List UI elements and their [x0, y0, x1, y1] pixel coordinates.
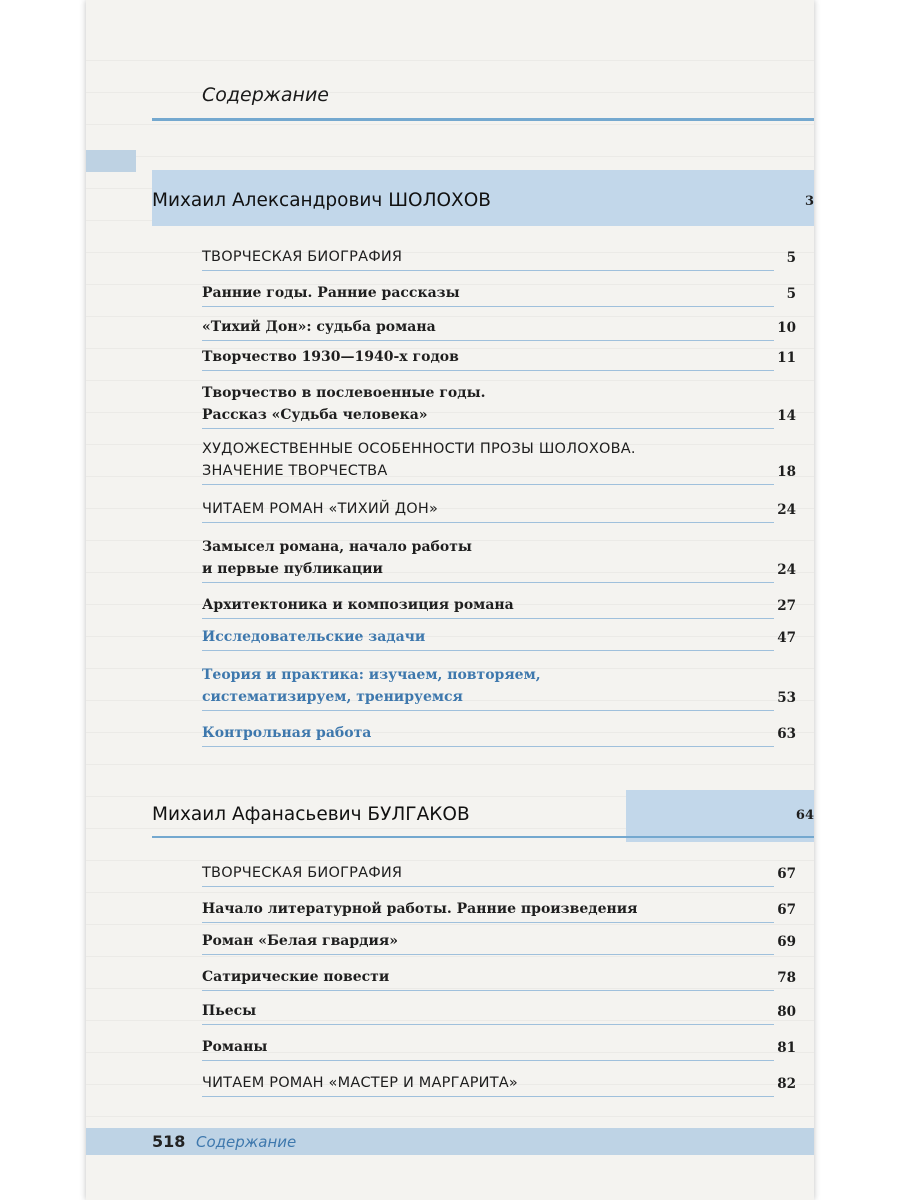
toc-entry-page-number: 67	[777, 902, 796, 918]
toc-entry[interactable]	[202, 316, 796, 338]
paper-texture-line	[86, 156, 814, 157]
toc-entry[interactable]	[202, 594, 796, 616]
toc-section-sholokhov	[152, 186, 814, 222]
section-rule	[152, 836, 814, 838]
toc-entry-title: Пьесы	[202, 1003, 257, 1019]
toc-entry[interactable]	[202, 626, 796, 648]
toc-entry[interactable]	[202, 498, 796, 520]
entry-underline	[202, 370, 774, 371]
entry-underline	[202, 522, 774, 523]
entry-underline	[202, 618, 774, 619]
toc-entry-title: и первые публикации	[202, 561, 383, 577]
paper-texture-line	[86, 380, 814, 381]
book-page	[86, 0, 814, 1200]
toc-entry[interactable]	[202, 664, 796, 708]
toc-entry[interactable]	[202, 1072, 796, 1094]
entry-underline	[202, 1060, 774, 1061]
toc-entry[interactable]	[202, 246, 796, 268]
toc-entry-title: «Тихий Дон»: судьба романа	[202, 319, 436, 335]
toc-entry-page-number: 81	[777, 1040, 796, 1056]
toc-entry-page-number: 63	[777, 726, 796, 742]
toc-entry[interactable]	[202, 862, 796, 884]
toc-entry-page-number: 14	[777, 408, 796, 424]
entry-underline	[202, 746, 774, 747]
toc-entry-page-number: 78	[777, 970, 796, 986]
toc-entry-title: Роман «Белая гвардия»	[202, 933, 398, 949]
toc-entry-title: Рассказ «Судьба человека»	[202, 407, 428, 423]
entry-underline	[202, 484, 774, 485]
entry-underline	[202, 270, 774, 271]
toc-entry-title: Творчество 1930—1940-х годов	[202, 349, 459, 365]
paper-texture-line	[86, 124, 814, 125]
paper-texture-line	[86, 1116, 814, 1117]
footer-page-number: 518	[152, 1132, 186, 1151]
toc-entry[interactable]	[202, 382, 796, 426]
entry-underline	[202, 922, 774, 923]
toc-entry-page-number: 82	[777, 1076, 796, 1092]
toc-entry-page-number: 5	[786, 286, 796, 302]
header-rule	[152, 118, 814, 121]
toc-entry-page-number: 24	[777, 502, 796, 518]
toc-entry-page-number: 10	[777, 320, 796, 336]
entry-underline	[202, 954, 774, 955]
toc-entry-page-number: 69	[777, 934, 796, 950]
paper-texture-line	[86, 924, 814, 925]
paper-texture-line	[86, 860, 814, 861]
toc-entry-page-number: 24	[777, 562, 796, 578]
toc-entry-page-number: 80	[777, 1004, 796, 1020]
toc-entry-page-number: 67	[777, 866, 796, 882]
toc-entry-title: Архитектоника и композиция романа	[202, 597, 514, 613]
toc-entry[interactable]	[202, 346, 796, 368]
paper-texture-line	[86, 92, 814, 93]
toc-entry-title: Теория и практика: изучаем, повторяем,	[202, 667, 541, 683]
toc-entry-title: ТВОРЧЕСКАЯ БИОГРАФИЯ	[202, 865, 403, 881]
toc-entry[interactable]	[202, 898, 796, 920]
toc-entry-page-number: 47	[777, 630, 796, 646]
entry-underline	[202, 340, 774, 341]
section-page-number: 3	[804, 194, 814, 209]
entry-underline	[202, 306, 774, 307]
entry-underline	[202, 1096, 774, 1097]
toc-entry[interactable]	[202, 930, 796, 952]
toc-entry[interactable]	[202, 536, 796, 580]
toc-entry[interactable]	[202, 282, 796, 304]
paper-texture-line	[86, 60, 814, 61]
entry-underline	[202, 886, 774, 887]
toc-entry-title: Контрольная работа	[202, 725, 372, 741]
paper-texture-line	[86, 764, 814, 765]
entry-underline	[202, 710, 774, 711]
entry-underline	[202, 582, 774, 583]
running-header-title: Содержание	[202, 84, 329, 106]
toc-entry-page-number: 11	[777, 350, 796, 366]
toc-entry-page-number: 18	[777, 464, 796, 480]
toc-entry-title: Исследовательские задачи	[202, 629, 426, 645]
toc-entry-title: Романы	[202, 1039, 268, 1055]
toc-entry-title: ЧИТАЕМ РОМАН «МАСТЕР И МАРГАРИТА»	[202, 1075, 518, 1091]
entry-underline	[202, 990, 774, 991]
section-title: Михаил Афанасьевич БУЛГАКОВ	[152, 804, 470, 825]
entry-underline	[202, 428, 774, 429]
toc-entry[interactable]	[202, 1036, 796, 1058]
toc-entry-title: систематизируем, тренируемся	[202, 689, 463, 705]
toc-entry-page-number: 5	[786, 250, 796, 266]
toc-entry-title: Ранние годы. Ранние рассказы	[202, 285, 460, 301]
footer-label: Содержание	[196, 1133, 297, 1151]
toc-entry-title: Замысел романа, начало работы	[202, 539, 472, 555]
toc-entry-title: Сатирические повести	[202, 969, 390, 985]
toc-entry[interactable]	[202, 966, 796, 988]
entry-underline	[202, 650, 774, 651]
toc-entry-page-number: 27	[777, 598, 796, 614]
toc-entry-title: Творчество в послевоенные годы.	[202, 385, 486, 401]
toc-entry[interactable]	[202, 722, 796, 744]
toc-entry-title: ХУДОЖЕСТВЕННЫЕ ОСОБЕННОСТИ ПРОЗЫ ШОЛОХОВА.	[202, 441, 636, 457]
paper-texture-line	[86, 892, 814, 893]
toc-section-bulgakov	[152, 800, 814, 836]
toc-entry[interactable]	[202, 438, 796, 482]
toc-entry-page-number: 53	[777, 690, 796, 706]
toc-entry[interactable]	[202, 1000, 796, 1022]
toc-entry-title: ЗНАЧЕНИЕ ТВОРЧЕСТВА	[202, 463, 388, 479]
toc-entry-title: Начало литературной работы. Ранние произведения	[202, 901, 638, 917]
paper-texture-line	[86, 988, 814, 989]
section-title: Михаил Александрович ШОЛОХОВ	[152, 190, 491, 211]
section-page-number: 64	[795, 808, 814, 823]
paper-texture-line	[86, 956, 814, 957]
toc-entry-title: ТВОРЧЕСКАЯ БИОГРАФИЯ	[202, 249, 403, 265]
entry-underline	[202, 1024, 774, 1025]
toc-entry-title: ЧИТАЕМ РОМАН «ТИХИЙ ДОН»	[202, 501, 439, 517]
decorative-band	[86, 150, 136, 172]
